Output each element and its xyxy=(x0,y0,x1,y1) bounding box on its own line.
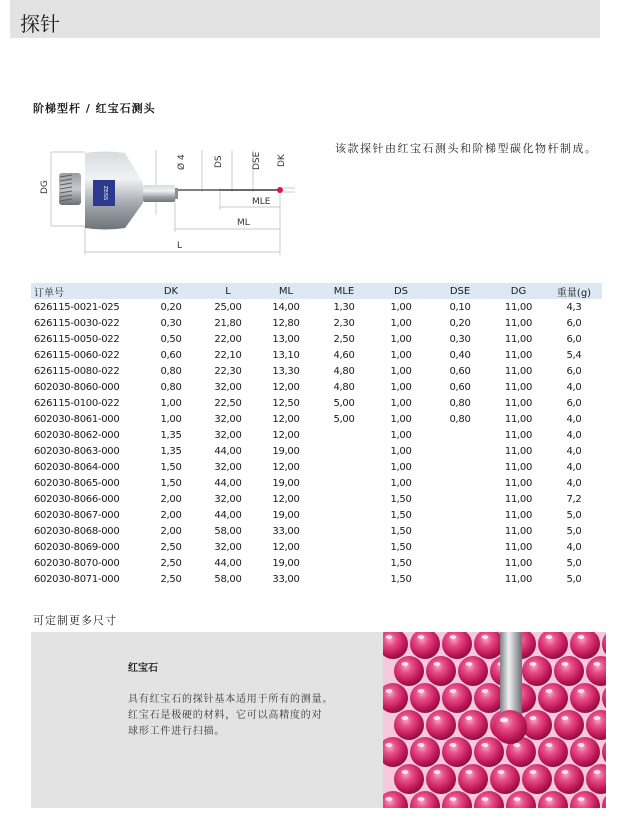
label-d4: Ø 4 xyxy=(177,154,187,170)
ruby-line: 红宝石是极硬的材料，它可以高精度的对 xyxy=(128,710,323,721)
table-cell: 12,50 xyxy=(272,397,300,409)
table-cell: 0,80 xyxy=(160,365,182,377)
label-ds: DS xyxy=(214,155,224,168)
table-cell: 602030-8065-000 xyxy=(34,477,120,489)
column-header: L xyxy=(225,285,231,297)
ruby-description xyxy=(128,692,333,740)
table-cell: 12,00 xyxy=(272,429,300,441)
table-cell: 44,00 xyxy=(214,509,242,521)
table-row xyxy=(31,507,602,523)
table-cell: 5,0 xyxy=(566,525,582,537)
table-cell: 1,00 xyxy=(390,333,412,345)
table-cell: 1,00 xyxy=(390,301,412,313)
table-cell: 2,50 xyxy=(333,333,355,345)
table-cell xyxy=(315,555,373,571)
table-cell: 2,30 xyxy=(333,317,355,329)
section-heading: 阶梯型杆 / 红宝石测头 xyxy=(33,102,156,115)
table-row xyxy=(31,443,602,459)
table-cell: 19,00 xyxy=(272,477,300,489)
label-ml: ML xyxy=(237,218,250,228)
table-cell: 6,0 xyxy=(566,397,582,409)
table-cell: 1,30 xyxy=(333,301,355,313)
table-cell: 0,80 xyxy=(449,413,471,425)
table-cell: 0,80 xyxy=(160,381,182,393)
table-cell: 58,00 xyxy=(214,573,242,585)
table-cell xyxy=(429,443,491,459)
table-cell: 11,00 xyxy=(504,477,533,489)
table-cell: 0,40 xyxy=(449,349,471,361)
table-cell: 1,50 xyxy=(390,541,412,553)
table-cell: 11,00 xyxy=(504,413,533,425)
table-cell: 12,80 xyxy=(272,317,300,329)
table-row xyxy=(31,299,602,315)
table-cell: 32,00 xyxy=(214,541,242,553)
table-cell: 32,00 xyxy=(214,381,242,393)
table-cell xyxy=(429,555,491,571)
table-cell: 1,00 xyxy=(390,317,412,329)
table-cell: 4,0 xyxy=(566,541,582,553)
table-cell: 7,2 xyxy=(566,493,582,505)
table-cell xyxy=(429,507,491,523)
table-cell: 1,50 xyxy=(160,477,182,489)
table-cell: 12,00 xyxy=(272,413,300,425)
table-cell: 6,0 xyxy=(566,317,582,329)
table-cell: 4,3 xyxy=(566,301,582,313)
table-cell: 602030-8068-000 xyxy=(34,525,120,537)
table-cell: 12,00 xyxy=(272,541,300,553)
table-cell: 4,0 xyxy=(566,445,582,457)
table-cell: 1,00 xyxy=(390,445,412,457)
spec-table xyxy=(31,283,602,587)
table-cell: 5,4 xyxy=(566,349,582,361)
column-header: DS xyxy=(393,285,409,297)
table-row xyxy=(31,315,602,331)
table-cell: 5,0 xyxy=(566,557,582,569)
table-cell: 32,00 xyxy=(214,413,242,425)
table-cell: 2,00 xyxy=(160,509,182,521)
table-cell: 6,0 xyxy=(566,365,582,377)
table-cell: 1,50 xyxy=(390,493,412,505)
table-cell: 11,00 xyxy=(504,493,533,505)
table-cell: 11,00 xyxy=(504,349,533,361)
column-header: DSE xyxy=(449,285,471,297)
table-row xyxy=(31,427,602,443)
table-cell: 2,00 xyxy=(160,525,182,537)
table-cell: 22,00 xyxy=(214,333,242,345)
table-cell xyxy=(429,459,491,475)
table-cell: 602030-8064-000 xyxy=(34,461,120,473)
table-cell: 33,00 xyxy=(272,525,300,537)
table-cell: 602030-8070-000 xyxy=(34,557,120,569)
table-header-row xyxy=(31,283,602,299)
table-cell: 22,30 xyxy=(214,365,242,377)
table-row xyxy=(31,459,602,475)
table-cell: 4,0 xyxy=(566,429,582,441)
table-cell: 44,00 xyxy=(214,557,242,569)
table-cell: 5,0 xyxy=(566,573,582,585)
page-title-bar xyxy=(10,0,600,38)
label-dk: DK xyxy=(277,154,287,167)
table-cell: 4,80 xyxy=(333,365,355,377)
table-row xyxy=(31,411,602,427)
column-header: 重量(g) xyxy=(556,287,592,299)
table-cell: 11,00 xyxy=(504,557,533,569)
table-cell: 13,00 xyxy=(272,333,300,345)
table-cell: 1,00 xyxy=(390,349,412,361)
table-cell: 1,00 xyxy=(390,381,412,393)
table-cell xyxy=(315,571,373,587)
table-cell: 1,35 xyxy=(160,429,182,441)
table-cell: 32,00 xyxy=(214,493,242,505)
custom-sizes-note: 可定制更多尺寸 xyxy=(33,614,117,627)
table-cell: 626115-0021-025 xyxy=(34,301,120,313)
table-cell: 0,60 xyxy=(449,381,471,393)
ruby-line: 具有红宝石的探针基本适用于所有的测量。 xyxy=(128,694,334,705)
table-cell: 0,20 xyxy=(449,317,471,329)
table-cell xyxy=(429,475,491,491)
table-cell: 1,00 xyxy=(160,397,182,409)
table-cell: 32,00 xyxy=(214,429,242,441)
table-cell: 11,00 xyxy=(504,525,533,537)
table-cell: 11,00 xyxy=(504,381,533,393)
table-row xyxy=(31,331,602,347)
label-dse: DSE xyxy=(252,151,262,170)
table-row xyxy=(31,555,602,571)
table-cell xyxy=(315,475,373,491)
table-row xyxy=(31,491,602,507)
table-row xyxy=(31,571,602,587)
table-row xyxy=(31,539,602,555)
table-cell: 4,0 xyxy=(566,381,582,393)
table-cell: 0,10 xyxy=(449,301,471,313)
table-cell: 602030-8060-000 xyxy=(34,381,120,393)
table-cell: 12,00 xyxy=(272,461,300,473)
table-cell: 1,00 xyxy=(160,413,182,425)
table-cell: 58,00 xyxy=(214,525,242,537)
table-cell xyxy=(315,427,373,443)
table-cell: 4,60 xyxy=(333,349,355,361)
table-cell: 626115-0100-022 xyxy=(34,397,120,409)
table-cell: 19,00 xyxy=(272,445,300,457)
table-cell: 2,50 xyxy=(160,573,182,585)
table-cell xyxy=(429,539,491,555)
table-cell: 1,00 xyxy=(390,477,412,489)
table-cell: 1,50 xyxy=(390,573,412,585)
column-header: DK xyxy=(163,285,179,297)
ruby-info-panel xyxy=(31,632,606,808)
table-cell: 626115-0050-022 xyxy=(34,333,120,345)
table-cell xyxy=(429,571,491,587)
table-cell: 1,00 xyxy=(390,413,412,425)
table-cell: 602030-8071-000 xyxy=(34,573,120,585)
table-cell: 4,0 xyxy=(566,413,582,425)
label-dg: DG xyxy=(40,180,50,194)
ruby-tip xyxy=(277,187,283,193)
table-cell: 21,80 xyxy=(214,317,242,329)
column-header: DG xyxy=(510,285,527,297)
table-cell: 602030-8066-000 xyxy=(34,493,120,505)
ruby-line: 球形工件进行扫描。 xyxy=(128,726,226,737)
table-cell: 1,00 xyxy=(390,397,412,409)
table-cell xyxy=(429,523,491,539)
label-mle: MLE xyxy=(252,197,271,207)
stylus-drawing-icon xyxy=(33,140,295,262)
column-header: ML xyxy=(278,285,294,297)
table-cell: 626115-0080-022 xyxy=(34,365,120,377)
table-cell: 1,35 xyxy=(160,445,182,457)
table-cell: 4,0 xyxy=(566,477,582,489)
table-cell: 19,00 xyxy=(272,557,300,569)
table-cell: 1,50 xyxy=(390,509,412,521)
table-cell: 13,10 xyxy=(272,349,300,361)
table-cell: 13,30 xyxy=(272,365,300,377)
table-cell: 0,60 xyxy=(449,365,471,377)
table-cell: 602030-8069-000 xyxy=(34,541,120,553)
table-cell: 22,50 xyxy=(214,397,242,409)
table-cell: 5,00 xyxy=(333,397,355,409)
table-cell: 1,00 xyxy=(390,461,412,473)
table-cell: 11,00 xyxy=(504,317,533,329)
table-cell xyxy=(315,507,373,523)
table-cell: 11,00 xyxy=(504,333,533,345)
table-row xyxy=(31,475,602,491)
stylus-dimension-figure xyxy=(33,140,295,262)
table-cell xyxy=(315,523,373,539)
table-cell: 0,80 xyxy=(449,397,471,409)
table-cell: 5,0 xyxy=(566,509,582,521)
table-cell: 22,10 xyxy=(214,349,242,361)
svg-text:ZEISS: ZEISS xyxy=(102,185,108,201)
table-cell: 32,00 xyxy=(214,461,242,473)
table-cell: 2,00 xyxy=(160,493,182,505)
table-row xyxy=(31,523,602,539)
table-cell: 1,00 xyxy=(390,365,412,377)
table-cell: 0,60 xyxy=(160,349,182,361)
table-cell: 19,00 xyxy=(272,509,300,521)
table-row xyxy=(31,379,602,395)
column-header: MLE xyxy=(333,285,355,297)
table-cell: 12,00 xyxy=(272,381,300,393)
table-cell: 44,00 xyxy=(214,477,242,489)
ruby-balls-photo xyxy=(383,632,606,808)
table-cell: 0,30 xyxy=(449,333,471,345)
table-cell: 11,00 xyxy=(504,541,533,553)
table-body xyxy=(31,299,602,587)
table-cell: 11,00 xyxy=(504,445,533,457)
table-cell: 602030-8063-000 xyxy=(34,445,120,457)
label-l: L xyxy=(177,241,183,251)
table-cell xyxy=(315,491,373,507)
table-cell: 33,00 xyxy=(272,573,300,585)
table-cell: 12,00 xyxy=(272,493,300,505)
table-row xyxy=(31,363,602,379)
table-cell: 11,00 xyxy=(504,509,533,521)
table-cell: 5,00 xyxy=(333,413,355,425)
product-description: 该款探针由红宝石测头和阶梯型碳化物杆制成。 xyxy=(335,142,598,155)
table-cell: 25,00 xyxy=(214,301,242,313)
table-cell: 602030-8061-000 xyxy=(34,413,120,425)
page-title: 探针 xyxy=(20,12,60,36)
table-cell: 44,00 xyxy=(214,445,242,457)
table-cell: 4,0 xyxy=(566,461,582,473)
table-cell xyxy=(429,491,491,507)
table-cell: 602030-8067-000 xyxy=(34,509,120,521)
table-row xyxy=(31,395,602,411)
table-cell: 602030-8062-000 xyxy=(34,429,120,441)
table-cell: 0,20 xyxy=(160,301,182,313)
table-cell: 626115-0030-022 xyxy=(34,317,120,329)
table-cell: 11,00 xyxy=(504,365,533,377)
table-cell: 626115-0060-022 xyxy=(34,349,120,361)
table-row xyxy=(31,347,602,363)
table-cell: 1,00 xyxy=(390,429,412,441)
table-cell: 11,00 xyxy=(504,429,533,441)
column-header: 订单号 xyxy=(34,287,64,299)
table-cell: 11,00 xyxy=(504,573,533,585)
table-cell: 1,50 xyxy=(160,461,182,473)
table-cell xyxy=(429,427,491,443)
table-cell: 2,50 xyxy=(160,541,182,553)
table-cell: 4,80 xyxy=(333,381,355,393)
table-cell: 2,50 xyxy=(160,557,182,569)
table-cell: 1,50 xyxy=(390,525,412,537)
table-cell: 11,00 xyxy=(504,301,533,313)
table-cell: 14,00 xyxy=(272,301,300,313)
table-cell xyxy=(315,443,373,459)
ruby-spheres-image-icon xyxy=(383,632,606,808)
table-cell: 11,00 xyxy=(504,397,533,409)
table-cell: 0,30 xyxy=(160,317,182,329)
ruby-title: 红宝石 xyxy=(128,663,158,674)
table-cell: 0,50 xyxy=(160,333,182,345)
table-cell xyxy=(315,539,373,555)
table-cell: 11,00 xyxy=(504,461,533,473)
table-cell: 6,0 xyxy=(566,333,582,345)
table-cell: 1,50 xyxy=(390,557,412,569)
table-cell xyxy=(315,459,373,475)
